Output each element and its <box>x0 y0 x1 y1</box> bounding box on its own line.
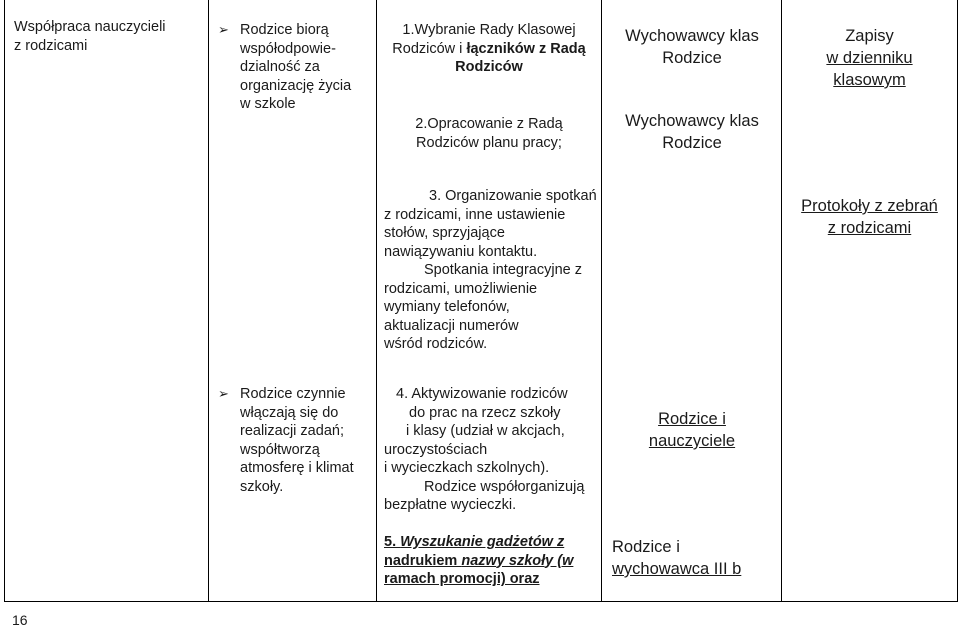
table-divider-col2 <box>376 0 377 602</box>
table-border-right <box>957 0 958 602</box>
area-title: Współpraca nauczycieli z rodzicami <box>14 19 166 54</box>
page-number: 16 <box>12 612 28 628</box>
task-3: 3. Organizowanie spotkań z rodzicami, inne ustawienie stołów, sprzyjające nawiązywaniu kontaktu. Spotkania integracyjne z rodzicami, umożliwienie wymiany telefonów, aktualizacji numerów wśród rodziców. <box>384 188 597 352</box>
responsible-4: Rodzice i wychowawca III b <box>612 538 742 578</box>
responsible-2: Wychowawcy klas Rodzice <box>625 112 759 152</box>
table-divider-col1 <box>208 0 209 602</box>
task-4: 4. Aktywizowanie rodziców do prac na rzecz szkoły i klasy (udział w akcjach, uroczystościach i wycieczkach szkolnych). Rodzice współorganizują bezpłatne wycieczki. <box>384 386 585 513</box>
arrow-bullet-icon: ➢ <box>218 386 229 401</box>
documentation-1: Zapisy w dzienniku klasowym <box>826 27 913 89</box>
table-border-left <box>4 0 5 602</box>
goal-parents-responsible: ➢ Rodzice biorą współodpowie- dzialność za organizację życia w szkole <box>218 22 352 112</box>
task-5: 5. Wyszukanie gadżetów z nadrukiem nazwy szkoły (w ramach promocji) oraz <box>384 534 574 587</box>
responsible-1: Wychowawcy klas Rodzice <box>625 27 759 67</box>
arrow-bullet-icon: ➢ <box>218 22 229 37</box>
table-border-bottom <box>4 601 958 602</box>
task-2: 2.Opracowanie z Radą Rodziców planu pracy; <box>415 116 563 151</box>
documentation-2: Protokoły z zebrań z rodzicami <box>801 197 938 237</box>
responsible-3: Rodzice i nauczyciele <box>648 410 736 450</box>
table-divider-col3 <box>601 0 602 602</box>
task-1: 1.Wybranie Rady Klasowej Rodziców i łączników z Radą Rodziców <box>392 22 586 75</box>
goal-parents-active: ➢ Rodzice czynnie włączają się do realizacji zadań; współtworzą atmosferę i klimat szkoły. <box>218 386 354 495</box>
